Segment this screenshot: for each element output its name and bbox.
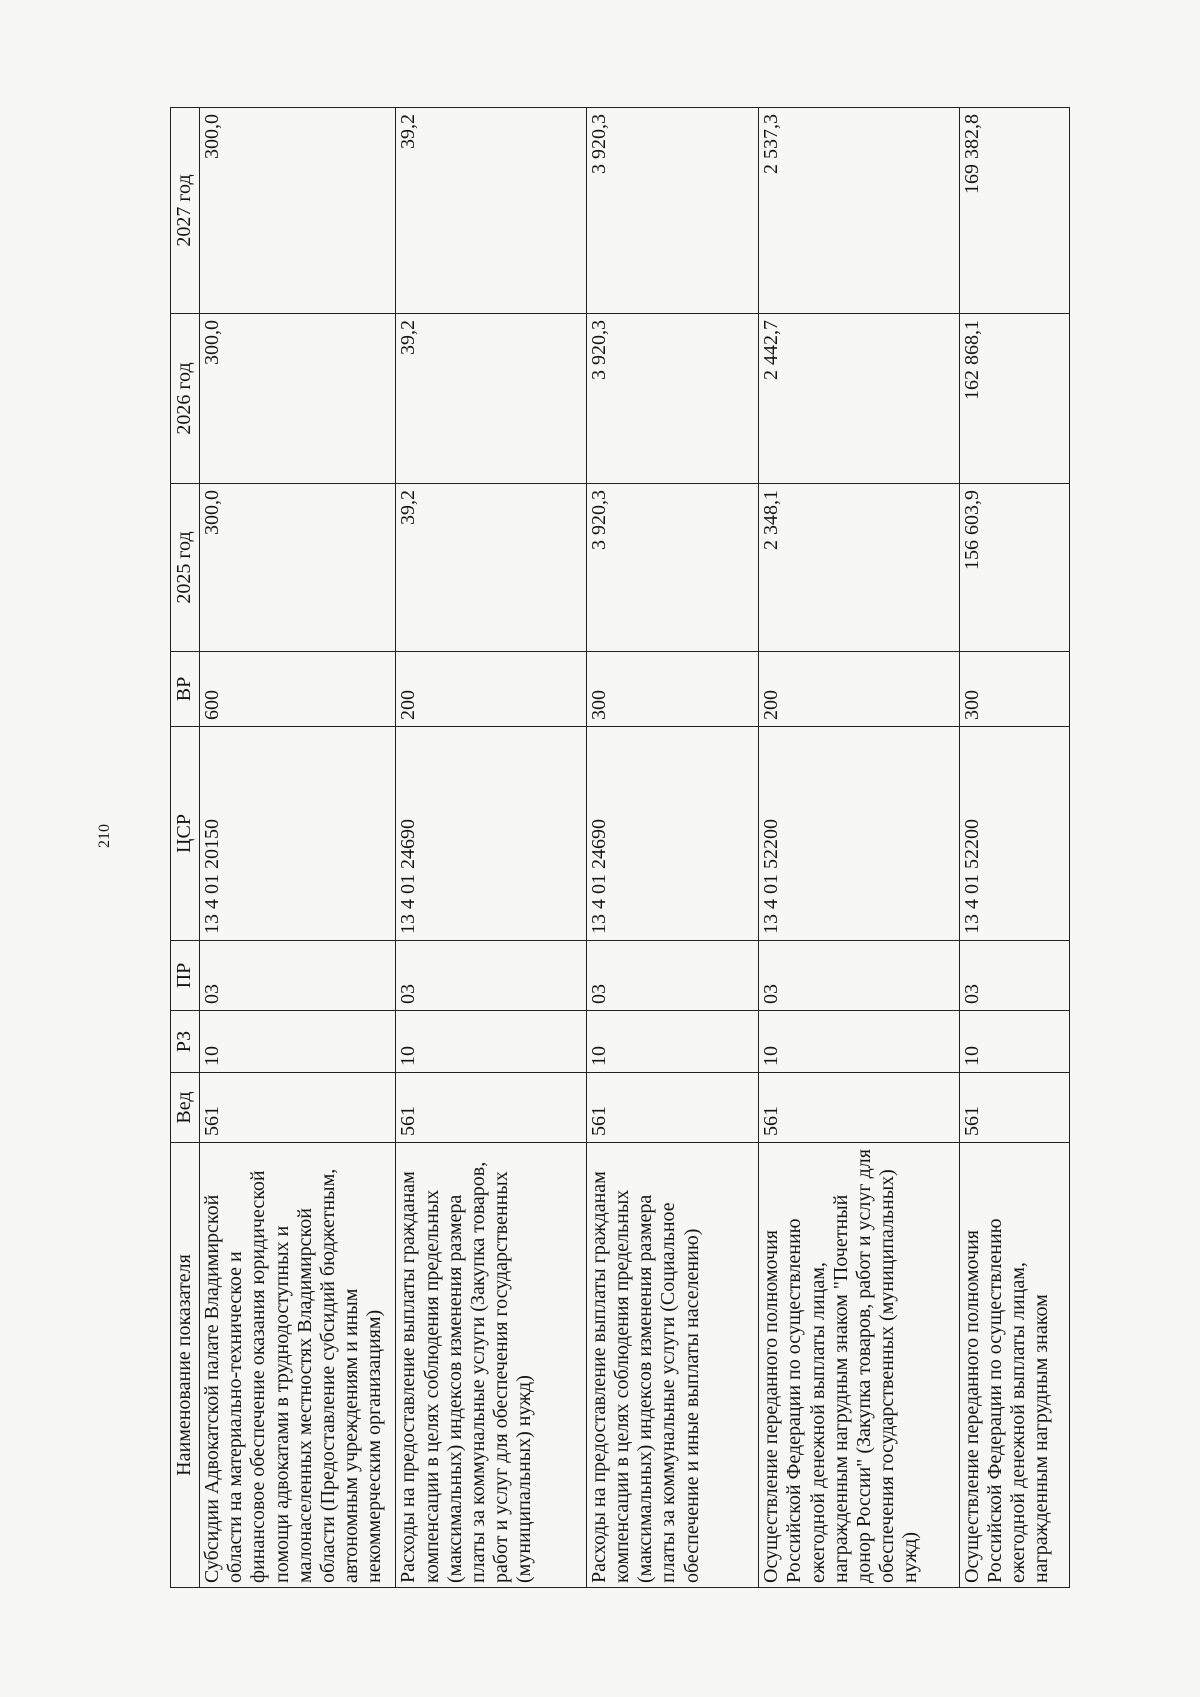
cell-rz: 10 <box>396 1011 586 1073</box>
cell-2025: 39,2 <box>396 484 586 652</box>
cell-2027: 39,2 <box>396 108 586 314</box>
cell-pr: 03 <box>200 941 396 1011</box>
cell-2027: 3 920,3 <box>586 108 758 314</box>
cell-pr: 03 <box>759 941 959 1011</box>
col-header-csr: ЦСР <box>171 727 200 941</box>
col-header-2025: 2025 год <box>171 484 200 652</box>
cell-vr: 300 <box>959 652 1069 727</box>
rotated-table-wrapper <box>170 108 1070 1588</box>
cell-csr: 13 4 01 24690 <box>586 727 758 941</box>
col-header-rz: РЗ <box>171 1011 200 1073</box>
cell-name: Осуществление переданного полномочия Российской Федерации по осуществлению ежегодной денежной выплаты лицам, награжденным нагрудным знаком <box>959 1143 1069 1588</box>
budget-table <box>170 107 1070 1588</box>
cell-name: Расходы на предоставление выплаты гражданам компенсации в целях соблюдения предельных (максимальных) индексов изменения размера платы за коммунальные услуги (Закупка товаров, работ и услуг для обеспечения государственных (муниципальных) нужд) <box>396 1143 586 1588</box>
cell-2026: 162 868,1 <box>959 314 1069 484</box>
cell-rz: 10 <box>759 1011 959 1073</box>
cell-2026: 39,2 <box>396 314 586 484</box>
cell-csr: 13 4 01 52200 <box>759 727 959 941</box>
cell-ved: 561 <box>959 1073 1069 1143</box>
col-header-ved: Вед <box>171 1073 200 1143</box>
cell-2025: 2 348,1 <box>759 484 959 652</box>
cell-ved: 561 <box>759 1073 959 1143</box>
cell-vr: 200 <box>759 652 959 727</box>
cell-csr: 13 4 01 20150 <box>200 727 396 941</box>
cell-name: Осуществление переданного полномочия Российской Федерации по осуществлению ежегодной денежной выплаты лицам, награжденным нагрудным знаком "Почетный донор России" (Закупка товаров, работ и услуг для обеспечения государственных (муниципальных) нужд) <box>759 1143 959 1588</box>
cell-csr: 13 4 01 24690 <box>396 727 586 941</box>
cell-rz: 10 <box>200 1011 396 1073</box>
cell-pr: 03 <box>586 941 758 1011</box>
table-row <box>759 108 959 1588</box>
col-header-name: Наименование показателя <box>171 1143 200 1588</box>
cell-rz: 10 <box>959 1011 1069 1073</box>
cell-vr: 300 <box>586 652 758 727</box>
cell-rz: 10 <box>586 1011 758 1073</box>
cell-2027: 169 382,8 <box>959 108 1069 314</box>
col-header-2026: 2026 год <box>171 314 200 484</box>
cell-name: Расходы на предоставление выплаты гражданам компенсации в целях соблюдения предельных (максимальных) индексов изменения размера платы за коммунальные услуги (Социальное обеспечение и иные выплаты населению) <box>586 1143 758 1588</box>
cell-2025: 3 920,3 <box>586 484 758 652</box>
cell-ved: 561 <box>586 1073 758 1143</box>
cell-2025: 156 603,9 <box>959 484 1069 652</box>
cell-pr: 03 <box>396 941 586 1011</box>
table-row <box>200 108 396 1588</box>
cell-2026: 300,0 <box>200 314 396 484</box>
table-row <box>959 108 1069 1588</box>
cell-2027: 300,0 <box>200 108 396 314</box>
cell-pr: 03 <box>959 941 1069 1011</box>
col-header-2027: 2027 год <box>171 108 200 314</box>
cell-vr: 200 <box>396 652 586 727</box>
table-row <box>396 108 586 1588</box>
header-row <box>171 108 200 1588</box>
cell-vr: 600 <box>200 652 396 727</box>
cell-ved: 561 <box>396 1073 586 1143</box>
cell-2027: 2 537,3 <box>759 108 959 314</box>
cell-name: Субсидии Адвокатской палате Владимирской области на материально-техническое и финансовое обеспечение оказания юридической помощи адвокатами в труднодоступных и малонаселенных местностях Владимирской области (Предоставление субсидий бюджетным, автономным учреждениям и иным некоммерческим организациям) <box>200 1143 396 1588</box>
col-header-vr: ВР <box>171 652 200 727</box>
col-header-pr: ПР <box>171 941 200 1011</box>
cell-2026: 2 442,7 <box>759 314 959 484</box>
cell-2026: 3 920,3 <box>586 314 758 484</box>
table-row <box>586 108 758 1588</box>
cell-csr: 13 4 01 52200 <box>959 727 1069 941</box>
page-number: 210 <box>96 824 113 848</box>
cell-ved: 561 <box>200 1073 396 1143</box>
cell-2025: 300,0 <box>200 484 396 652</box>
